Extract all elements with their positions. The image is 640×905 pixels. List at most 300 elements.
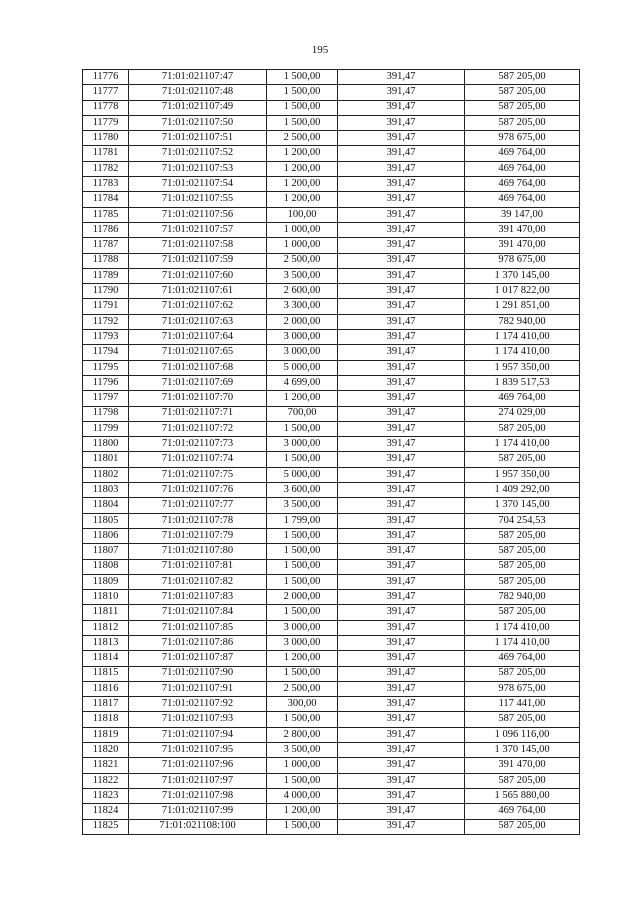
rate-cell: 391,47	[338, 131, 465, 146]
rate-cell: 391,47	[338, 574, 465, 589]
table-row	[83, 467, 580, 482]
cadastral-number-cell: 71:01:021107:50	[129, 115, 267, 130]
area-cell: 1 000,00	[267, 758, 338, 773]
table-row	[83, 360, 580, 375]
cadastral-number-cell: 71:01:021107:62	[129, 299, 267, 314]
area-cell: 5 000,00	[267, 467, 338, 482]
total-value-cell: 1 174 410,00	[465, 330, 580, 345]
total-value-cell: 1 565 880,00	[465, 788, 580, 803]
row-number-cell: 11796	[83, 375, 129, 390]
area-cell: 1 500,00	[267, 115, 338, 130]
area-cell: 2 000,00	[267, 314, 338, 329]
rate-cell: 391,47	[338, 375, 465, 390]
row-number-cell: 11819	[83, 727, 129, 742]
rate-cell: 391,47	[338, 804, 465, 819]
rate-cell: 391,47	[338, 758, 465, 773]
area-cell: 1 799,00	[267, 513, 338, 528]
table-row	[83, 819, 580, 834]
rate-cell: 391,47	[338, 222, 465, 237]
table-row	[83, 284, 580, 299]
cadastral-number-cell: 71:01:021107:70	[129, 391, 267, 406]
cadastral-number-cell: 71:01:021107:81	[129, 559, 267, 574]
area-cell: 4 699,00	[267, 375, 338, 390]
area-cell: 3 000,00	[267, 345, 338, 360]
total-value-cell: 469 764,00	[465, 177, 580, 192]
table-row	[83, 544, 580, 559]
cadastral-number-cell: 71:01:021107:92	[129, 697, 267, 712]
row-number-cell: 11814	[83, 651, 129, 666]
area-cell: 3 500,00	[267, 743, 338, 758]
area-cell: 3 000,00	[267, 437, 338, 452]
row-number-cell: 11815	[83, 666, 129, 681]
row-number-cell: 11810	[83, 590, 129, 605]
cadastral-number-cell: 71:01:021107:78	[129, 513, 267, 528]
cadastral-number-cell: 71:01:021107:47	[129, 70, 267, 85]
cadastral-number-cell: 71:01:021107:71	[129, 406, 267, 421]
total-value-cell: 1 096 116,00	[465, 727, 580, 742]
table-row	[83, 314, 580, 329]
row-number-cell: 11781	[83, 146, 129, 161]
cadastral-number-cell: 71:01:021107:93	[129, 712, 267, 727]
total-value-cell: 1 957 350,00	[465, 467, 580, 482]
row-number-cell: 11783	[83, 177, 129, 192]
table-row	[83, 146, 580, 161]
rate-cell: 391,47	[338, 483, 465, 498]
table-row	[83, 681, 580, 696]
table-row	[83, 666, 580, 681]
row-number-cell: 11790	[83, 284, 129, 299]
row-number-cell: 11784	[83, 192, 129, 207]
total-value-cell: 469 764,00	[465, 146, 580, 161]
row-number-cell: 11778	[83, 100, 129, 115]
cadastral-number-cell: 71:01:021107:57	[129, 222, 267, 237]
cadastral-number-cell: 71:01:021107:69	[129, 375, 267, 390]
cadastral-number-cell: 71:01:021107:53	[129, 161, 267, 176]
table-row	[83, 421, 580, 436]
area-cell: 4 000,00	[267, 788, 338, 803]
rate-cell: 391,47	[338, 391, 465, 406]
area-cell: 1 200,00	[267, 391, 338, 406]
table-row	[83, 299, 580, 314]
total-value-cell: 391 470,00	[465, 238, 580, 253]
row-number-cell: 11809	[83, 574, 129, 589]
area-cell: 1 200,00	[267, 161, 338, 176]
rate-cell: 391,47	[338, 238, 465, 253]
total-value-cell: 1 370 145,00	[465, 498, 580, 513]
total-value-cell: 587 205,00	[465, 100, 580, 115]
total-value-cell: 1 957 350,00	[465, 360, 580, 375]
area-cell: 1 200,00	[267, 177, 338, 192]
rate-cell: 391,47	[338, 819, 465, 834]
rate-cell: 391,47	[338, 681, 465, 696]
table-row	[83, 712, 580, 727]
row-number-cell: 11776	[83, 70, 129, 85]
total-value-cell: 1 017 822,00	[465, 284, 580, 299]
table-row	[83, 590, 580, 605]
total-value-cell: 39 147,00	[465, 207, 580, 222]
table-row	[83, 253, 580, 268]
rate-cell: 391,47	[338, 788, 465, 803]
rate-cell: 391,47	[338, 115, 465, 130]
total-value-cell: 587 205,00	[465, 819, 580, 834]
table-row	[83, 788, 580, 803]
table-row	[83, 345, 580, 360]
row-number-cell: 11799	[83, 421, 129, 436]
row-number-cell: 11779	[83, 115, 129, 130]
area-cell: 2 500,00	[267, 681, 338, 696]
total-value-cell: 469 764,00	[465, 161, 580, 176]
area-cell: 700,00	[267, 406, 338, 421]
table-row	[83, 330, 580, 345]
table-row	[83, 804, 580, 819]
area-cell: 2 000,00	[267, 590, 338, 605]
table-row	[83, 207, 580, 222]
total-value-cell: 587 205,00	[465, 559, 580, 574]
cadastral-number-cell: 71:01:021107:86	[129, 635, 267, 650]
rate-cell: 391,47	[338, 743, 465, 758]
row-number-cell: 11798	[83, 406, 129, 421]
table-row	[83, 222, 580, 237]
row-number-cell: 11777	[83, 85, 129, 100]
cadastral-number-cell: 71:01:021107:96	[129, 758, 267, 773]
total-value-cell: 391 470,00	[465, 758, 580, 773]
row-number-cell: 11816	[83, 681, 129, 696]
row-number-cell: 11811	[83, 605, 129, 620]
total-value-cell: 274 029,00	[465, 406, 580, 421]
cadastral-number-cell: 71:01:021107:58	[129, 238, 267, 253]
row-number-cell: 11817	[83, 697, 129, 712]
rate-cell: 391,47	[338, 635, 465, 650]
row-number-cell: 11803	[83, 483, 129, 498]
total-value-cell: 587 205,00	[465, 85, 580, 100]
area-cell: 1 200,00	[267, 651, 338, 666]
total-value-cell: 587 205,00	[465, 773, 580, 788]
row-number-cell: 11808	[83, 559, 129, 574]
cadastral-number-cell: 71:01:021107:95	[129, 743, 267, 758]
area-cell: 1 500,00	[267, 819, 338, 834]
row-number-cell: 11782	[83, 161, 129, 176]
total-value-cell: 1 291 851,00	[465, 299, 580, 314]
cadastral-number-cell: 71:01:021107:64	[129, 330, 267, 345]
table-row	[83, 498, 580, 513]
rate-cell: 391,47	[338, 651, 465, 666]
rate-cell: 391,47	[338, 559, 465, 574]
area-cell: 1 500,00	[267, 528, 338, 543]
total-value-cell: 469 764,00	[465, 804, 580, 819]
area-cell: 1 500,00	[267, 421, 338, 436]
rate-cell: 391,47	[338, 192, 465, 207]
table-row	[83, 437, 580, 452]
cadastral-number-cell: 71:01:021107:76	[129, 483, 267, 498]
area-cell: 1 200,00	[267, 146, 338, 161]
total-value-cell: 587 205,00	[465, 421, 580, 436]
cadastral-number-cell: 71:01:021107:98	[129, 788, 267, 803]
table-row	[83, 115, 580, 130]
row-number-cell: 11800	[83, 437, 129, 452]
rate-cell: 391,47	[338, 299, 465, 314]
row-number-cell: 11785	[83, 207, 129, 222]
rate-cell: 391,47	[338, 314, 465, 329]
total-value-cell: 1 839 517,53	[465, 375, 580, 390]
cadastral-number-cell: 71:01:021107:97	[129, 773, 267, 788]
area-cell: 2 500,00	[267, 131, 338, 146]
row-number-cell: 11806	[83, 528, 129, 543]
area-cell: 1 500,00	[267, 452, 338, 467]
row-number-cell: 11789	[83, 268, 129, 283]
cadastral-number-cell: 71:01:021107:74	[129, 452, 267, 467]
area-cell: 1 500,00	[267, 85, 338, 100]
cadastral-number-cell: 71:01:021107:99	[129, 804, 267, 819]
area-cell: 1 500,00	[267, 70, 338, 85]
rate-cell: 391,47	[338, 253, 465, 268]
row-number-cell: 11792	[83, 314, 129, 329]
row-number-cell: 11807	[83, 544, 129, 559]
rate-cell: 391,47	[338, 590, 465, 605]
cadastral-number-cell: 71:01:021107:79	[129, 528, 267, 543]
cadastral-number-cell: 71:01:021108:100	[129, 819, 267, 834]
total-value-cell: 587 205,00	[465, 544, 580, 559]
table-row	[83, 773, 580, 788]
total-value-cell: 704 254,53	[465, 513, 580, 528]
area-cell: 100,00	[267, 207, 338, 222]
row-number-cell: 11822	[83, 773, 129, 788]
table-row	[83, 651, 580, 666]
total-value-cell: 1 370 145,00	[465, 743, 580, 758]
area-cell: 2 500,00	[267, 253, 338, 268]
cadastral-number-cell: 71:01:021107:60	[129, 268, 267, 283]
cadastral-number-cell: 71:01:021107:94	[129, 727, 267, 742]
area-cell: 3 500,00	[267, 498, 338, 513]
table-row	[83, 483, 580, 498]
cadastral-number-cell: 71:01:021107:87	[129, 651, 267, 666]
total-value-cell: 587 205,00	[465, 666, 580, 681]
cadastral-number-cell: 71:01:021107:52	[129, 146, 267, 161]
area-cell: 3 000,00	[267, 635, 338, 650]
rate-cell: 391,47	[338, 452, 465, 467]
rate-cell: 391,47	[338, 773, 465, 788]
area-cell: 1 200,00	[267, 192, 338, 207]
row-number-cell: 11797	[83, 391, 129, 406]
cadastral-number-cell: 71:01:021107:61	[129, 284, 267, 299]
area-cell: 1 500,00	[267, 605, 338, 620]
row-number-cell: 11791	[83, 299, 129, 314]
total-value-cell: 469 764,00	[465, 192, 580, 207]
row-number-cell: 11780	[83, 131, 129, 146]
total-value-cell: 117 441,00	[465, 697, 580, 712]
table-row	[83, 391, 580, 406]
cadastral-number-cell: 71:01:021107:80	[129, 544, 267, 559]
rate-cell: 391,47	[338, 406, 465, 421]
total-value-cell: 587 205,00	[465, 712, 580, 727]
area-cell: 1 000,00	[267, 238, 338, 253]
rate-cell: 391,47	[338, 437, 465, 452]
table-row	[83, 238, 580, 253]
rate-cell: 391,47	[338, 85, 465, 100]
row-number-cell: 11813	[83, 635, 129, 650]
table-row	[83, 574, 580, 589]
total-value-cell: 587 205,00	[465, 452, 580, 467]
cadastral-number-cell: 71:01:021107:48	[129, 85, 267, 100]
rate-cell: 391,47	[338, 268, 465, 283]
cadastral-number-cell: 71:01:021107:73	[129, 437, 267, 452]
total-value-cell: 391 470,00	[465, 222, 580, 237]
area-cell: 2 800,00	[267, 727, 338, 742]
table-row	[83, 620, 580, 635]
cadastral-number-cell: 71:01:021107:56	[129, 207, 267, 222]
table-body	[83, 70, 580, 835]
area-cell: 3 000,00	[267, 620, 338, 635]
table-row	[83, 406, 580, 421]
rate-cell: 391,47	[338, 666, 465, 681]
cadastral-number-cell: 71:01:021107:75	[129, 467, 267, 482]
table-row	[83, 758, 580, 773]
row-number-cell: 11793	[83, 330, 129, 345]
rate-cell: 391,47	[338, 421, 465, 436]
rate-cell: 391,47	[338, 697, 465, 712]
total-value-cell: 782 940,00	[465, 314, 580, 329]
area-cell: 1 500,00	[267, 559, 338, 574]
area-cell: 3 300,00	[267, 299, 338, 314]
table-row	[83, 452, 580, 467]
area-cell: 1 500,00	[267, 666, 338, 681]
table-row	[83, 605, 580, 620]
total-value-cell: 1 174 410,00	[465, 620, 580, 635]
cadastral-number-cell: 71:01:021107:83	[129, 590, 267, 605]
total-value-cell: 1 174 410,00	[465, 437, 580, 452]
table-row	[83, 192, 580, 207]
rate-cell: 391,47	[338, 528, 465, 543]
row-number-cell: 11787	[83, 238, 129, 253]
area-cell: 1 000,00	[267, 222, 338, 237]
rate-cell: 391,47	[338, 161, 465, 176]
rate-cell: 391,47	[338, 513, 465, 528]
row-number-cell: 11801	[83, 452, 129, 467]
total-value-cell: 587 205,00	[465, 70, 580, 85]
cadastral-number-cell: 71:01:021107:77	[129, 498, 267, 513]
cadastral-number-cell: 71:01:021107:55	[129, 192, 267, 207]
rate-cell: 391,47	[338, 207, 465, 222]
rate-cell: 391,47	[338, 284, 465, 299]
table-row	[83, 528, 580, 543]
rate-cell: 391,47	[338, 360, 465, 375]
row-number-cell: 11786	[83, 222, 129, 237]
table-row	[83, 697, 580, 712]
row-number-cell: 11804	[83, 498, 129, 513]
table-row	[83, 85, 580, 100]
cadastral-number-cell: 71:01:021107:63	[129, 314, 267, 329]
row-number-cell: 11821	[83, 758, 129, 773]
rate-cell: 391,47	[338, 712, 465, 727]
area-cell: 300,00	[267, 697, 338, 712]
table-row	[83, 635, 580, 650]
total-value-cell: 587 205,00	[465, 605, 580, 620]
table-row	[83, 161, 580, 176]
cadastral-number-cell: 71:01:021107:91	[129, 681, 267, 696]
total-value-cell: 587 205,00	[465, 115, 580, 130]
rate-cell: 391,47	[338, 727, 465, 742]
area-cell: 1 500,00	[267, 100, 338, 115]
rate-cell: 391,47	[338, 345, 465, 360]
cadastral-number-cell: 71:01:021107:68	[129, 360, 267, 375]
row-number-cell: 11823	[83, 788, 129, 803]
rate-cell: 391,47	[338, 620, 465, 635]
total-value-cell: 587 205,00	[465, 574, 580, 589]
rate-cell: 391,47	[338, 498, 465, 513]
cadastral-number-cell: 71:01:021107:90	[129, 666, 267, 681]
area-cell: 1 200,00	[267, 804, 338, 819]
total-value-cell: 782 940,00	[465, 590, 580, 605]
table-row	[83, 559, 580, 574]
rate-cell: 391,47	[338, 100, 465, 115]
total-value-cell: 1 174 410,00	[465, 345, 580, 360]
table-row	[83, 513, 580, 528]
rate-cell: 391,47	[338, 544, 465, 559]
total-value-cell: 1 174 410,00	[465, 635, 580, 650]
table-row	[83, 727, 580, 742]
area-cell: 1 500,00	[267, 574, 338, 589]
page-number: 195	[311, 44, 329, 56]
area-cell: 1 500,00	[267, 712, 338, 727]
area-cell: 3 600,00	[267, 483, 338, 498]
table-row	[83, 743, 580, 758]
row-number-cell: 11825	[83, 819, 129, 834]
cadastral-number-cell: 71:01:021107:85	[129, 620, 267, 635]
rate-cell: 391,47	[338, 70, 465, 85]
table-row	[83, 268, 580, 283]
area-cell: 3 000,00	[267, 330, 338, 345]
cadastral-number-cell: 71:01:021107:59	[129, 253, 267, 268]
total-value-cell: 978 675,00	[465, 131, 580, 146]
total-value-cell: 587 205,00	[465, 528, 580, 543]
cadastral-number-cell: 71:01:021107:84	[129, 605, 267, 620]
rate-cell: 391,47	[338, 146, 465, 161]
row-number-cell: 11812	[83, 620, 129, 635]
cadastral-number-cell: 71:01:021107:72	[129, 421, 267, 436]
area-cell: 5 000,00	[267, 360, 338, 375]
row-number-cell: 11788	[83, 253, 129, 268]
row-number-cell: 11805	[83, 513, 129, 528]
total-value-cell: 469 764,00	[465, 651, 580, 666]
total-value-cell: 978 675,00	[465, 681, 580, 696]
area-cell: 1 500,00	[267, 544, 338, 559]
table-row	[83, 375, 580, 390]
rate-cell: 391,47	[338, 605, 465, 620]
row-number-cell: 11802	[83, 467, 129, 482]
row-number-cell: 11818	[83, 712, 129, 727]
row-number-cell: 11824	[83, 804, 129, 819]
total-value-cell: 1 409 292,00	[465, 483, 580, 498]
row-number-cell: 11794	[83, 345, 129, 360]
area-cell: 3 500,00	[267, 268, 338, 283]
total-value-cell: 469 764,00	[465, 391, 580, 406]
table-row	[83, 177, 580, 192]
cadastral-number-cell: 71:01:021107:82	[129, 574, 267, 589]
cadastral-number-cell: 71:01:021107:54	[129, 177, 267, 192]
cadastral-number-cell: 71:01:021107:49	[129, 100, 267, 115]
cadastral-number-cell: 71:01:021107:51	[129, 131, 267, 146]
row-number-cell: 11820	[83, 743, 129, 758]
land-plot-table	[82, 69, 580, 835]
total-value-cell: 978 675,00	[465, 253, 580, 268]
rate-cell: 391,47	[338, 467, 465, 482]
rate-cell: 391,47	[338, 330, 465, 345]
cadastral-number-cell: 71:01:021107:65	[129, 345, 267, 360]
area-cell: 1 500,00	[267, 773, 338, 788]
rate-cell: 391,47	[338, 177, 465, 192]
table-row	[83, 131, 580, 146]
area-cell: 2 600,00	[267, 284, 338, 299]
total-value-cell: 1 370 145,00	[465, 268, 580, 283]
